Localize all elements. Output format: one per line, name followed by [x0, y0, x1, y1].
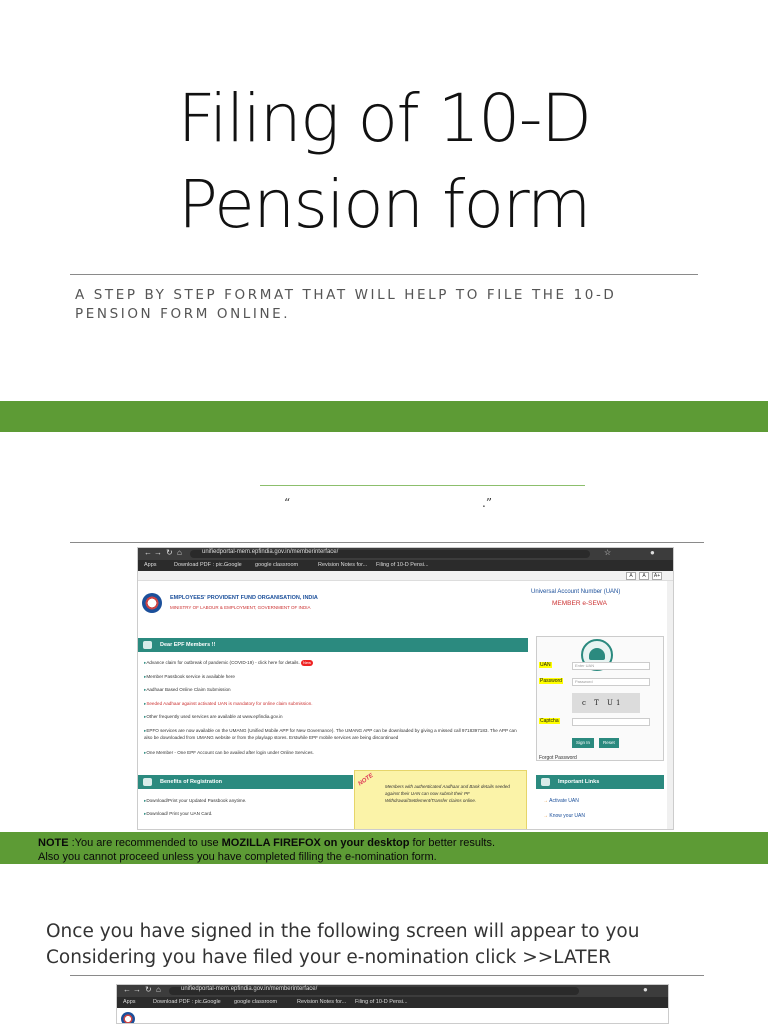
- link-activate-uan: → Activate UAN: [543, 794, 585, 809]
- note-browser: MOZILLA FIREFOX on your desktop: [221, 837, 410, 849]
- password-label: Password: [540, 678, 562, 684]
- note-text-a: :You are recommended to use: [68, 837, 222, 849]
- reload-icon: ↻: [145, 985, 152, 994]
- slide-subtitle: A STEP BY STEP FORMAT THAT WILL HELP TO FILE THE 10-D PENSION FORM ONLINE.: [75, 287, 617, 322]
- browser-toolbar: [138, 548, 673, 560]
- font-normal-button: A: [639, 572, 649, 580]
- forward-icon: →: [154, 548, 162, 557]
- bookmark-item: google classroom: [255, 562, 299, 568]
- back-icon: ←: [123, 985, 131, 994]
- back-icon: ←: [144, 548, 152, 557]
- bookmark-item: Filing of 10-D Pensi...: [355, 999, 408, 1005]
- login-box: [536, 636, 664, 761]
- bookmark-item: Revision Notes for...: [297, 999, 347, 1005]
- link-know-uan: → Know your UAN: [543, 809, 585, 824]
- bookmark-item: google classroom: [234, 999, 278, 1005]
- slide3-text: [46, 919, 639, 971]
- slide3-line-1: Once you have signed in the following screen will appear to you: [46, 921, 640, 942]
- bookmarks-bar: [138, 560, 673, 571]
- forgot-password-link: Forgot Password: [539, 755, 577, 761]
- address-url: unifiedportal-mem.epfindia.gov.in/memberinterface/: [202, 549, 339, 555]
- reload-icon: ↻: [166, 548, 173, 557]
- password-input: Password: [572, 678, 650, 686]
- title-divider: [70, 274, 698, 275]
- notice-item: ▸ Other frequently used services are available at www.epfindia.gov.in: [144, 710, 524, 724]
- benefits-panel-header: Benefits of Registration: [138, 775, 353, 789]
- notice-item: ▸ One Member - One EPF Account can be availed after login under Online Services.: [144, 746, 524, 760]
- address-url: unifiedportal-mem.epfindia.gov.in/memberinterface/: [181, 986, 318, 992]
- notice-list: [144, 656, 524, 759]
- title-line-2: Pension form: [178, 166, 590, 243]
- epfo-logo: [121, 1012, 135, 1024]
- bookmark-item: Apps: [144, 562, 157, 568]
- home-icon: ⌂: [156, 985, 161, 994]
- browser-toolbar: [117, 985, 668, 997]
- slide3-divider: [70, 975, 704, 976]
- slide-title: [0, 76, 768, 248]
- slide3-line-2: Considering you have filed your e-nomination click >>LATER: [46, 947, 612, 968]
- title-slide: [0, 0, 768, 395]
- epfo-login-screenshot: [137, 547, 674, 830]
- slide2-accent-rule: [260, 485, 585, 486]
- links-panel-header: Important Links: [536, 775, 664, 789]
- member-header-strip: [117, 1008, 669, 1024]
- benefits-list: [144, 794, 246, 820]
- sign-in-button: Sign In: [572, 738, 594, 748]
- bookmark-item: Apps: [123, 999, 136, 1005]
- bookmark-item: Filing of 10-D Pensi...: [376, 562, 429, 568]
- note-line-1: [38, 836, 768, 850]
- notice-item: ▸ Seeded Aadhaar against activated UAN is mandatory for online claim submission.: [144, 697, 524, 711]
- profile-icon: ●: [650, 548, 655, 557]
- ministry-name: MINISTRY OF LABOUR & EMPLOYMENT, GOVERNMENT OF INDIA: [170, 605, 311, 610]
- note-line-2: Also you cannot proceed unless you have completed filling the e-nomination form.: [38, 851, 437, 863]
- scrollbar: [667, 581, 673, 830]
- note-box: [354, 770, 527, 830]
- slide-separator-band: [0, 401, 768, 432]
- profile-icon: ●: [643, 985, 648, 994]
- home-icon: ⌂: [177, 548, 182, 557]
- epfo-logo: [142, 593, 162, 613]
- note-banner: [0, 832, 768, 864]
- font-increase-button: A+: [653, 573, 661, 579]
- forward-icon: →: [133, 985, 141, 994]
- reset-button: Reset: [599, 738, 619, 748]
- note-prefix: NOTE: [38, 837, 69, 849]
- quote-open-mark: “: [284, 496, 291, 510]
- epfo-header: [138, 581, 674, 621]
- notice-item: [144, 656, 524, 670]
- notice-text: Advance claim for outbreak of pandemic (COVID-19) - click here for details.: [146, 660, 300, 665]
- captcha-label: Captcha: [540, 718, 559, 724]
- star-icon: ☆: [604, 548, 612, 557]
- members-panel-header: Dear EPF Members !!: [138, 638, 528, 652]
- title-line-1: Filing of 10-D: [177, 80, 591, 157]
- font-size-bar: [138, 571, 673, 581]
- benefit-item: ▸ Download/Print your Updated Passbook anytime.: [144, 794, 246, 807]
- new-badge: New: [303, 660, 312, 665]
- quote-close-mark: .”: [482, 496, 492, 510]
- bookmark-item: Download PDF : pic...: [174, 562, 228, 568]
- notice-item: ▸ EPFO services are now available on the UMANG (Unified Mobile APP for New Governance). The UMANG APP can be downloaded by giving a missed call 9718397183. The APP can also be downloaded from UMANG website or from the play/app stores. Erstwhile EPF mobile services are being discontinued: [144, 724, 524, 746]
- benefit-item: ▸ Download/ Print your UAN Card.: [144, 807, 246, 820]
- member-home-screenshot: [116, 984, 669, 1024]
- important-links: [543, 794, 585, 824]
- font-decrease-button: A: [626, 572, 636, 580]
- note-text-c: for better results.: [409, 837, 496, 849]
- notice-item: ▸ Member Passbook service is available here: [144, 670, 524, 684]
- uan-label: UAN: [540, 662, 551, 668]
- bookmarks-bar: [117, 997, 668, 1008]
- sewa-heading: MEMBER e-SEWA: [552, 600, 608, 607]
- note-text: Members with authenticated Aadhaar and Bank details seeded against their UAN can now submit their PF Withdrawal/Settlement/Transfer claims online.: [385, 784, 510, 803]
- uan-heading: Universal Account Number (UAN): [531, 589, 621, 595]
- captcha-image: c T U1: [572, 693, 640, 713]
- bookmark-item: Download PDF : pic...: [153, 999, 207, 1005]
- captcha-input: [572, 718, 650, 726]
- bookmark-item: Google: [224, 562, 242, 568]
- slide2-divider: [70, 542, 704, 543]
- uan-input: Enter UAN: [572, 662, 650, 670]
- note-stamp: NOTE: [357, 772, 375, 788]
- bookmark-item: Revision Notes for...: [318, 562, 368, 568]
- org-name: EMPLOYEES' PROVIDENT FUND ORGANISATION, INDIA: [170, 595, 318, 601]
- bookmark-item: Google: [203, 999, 221, 1005]
- notice-item: ▸ Aadhaar Based Online Claim Submission: [144, 683, 524, 697]
